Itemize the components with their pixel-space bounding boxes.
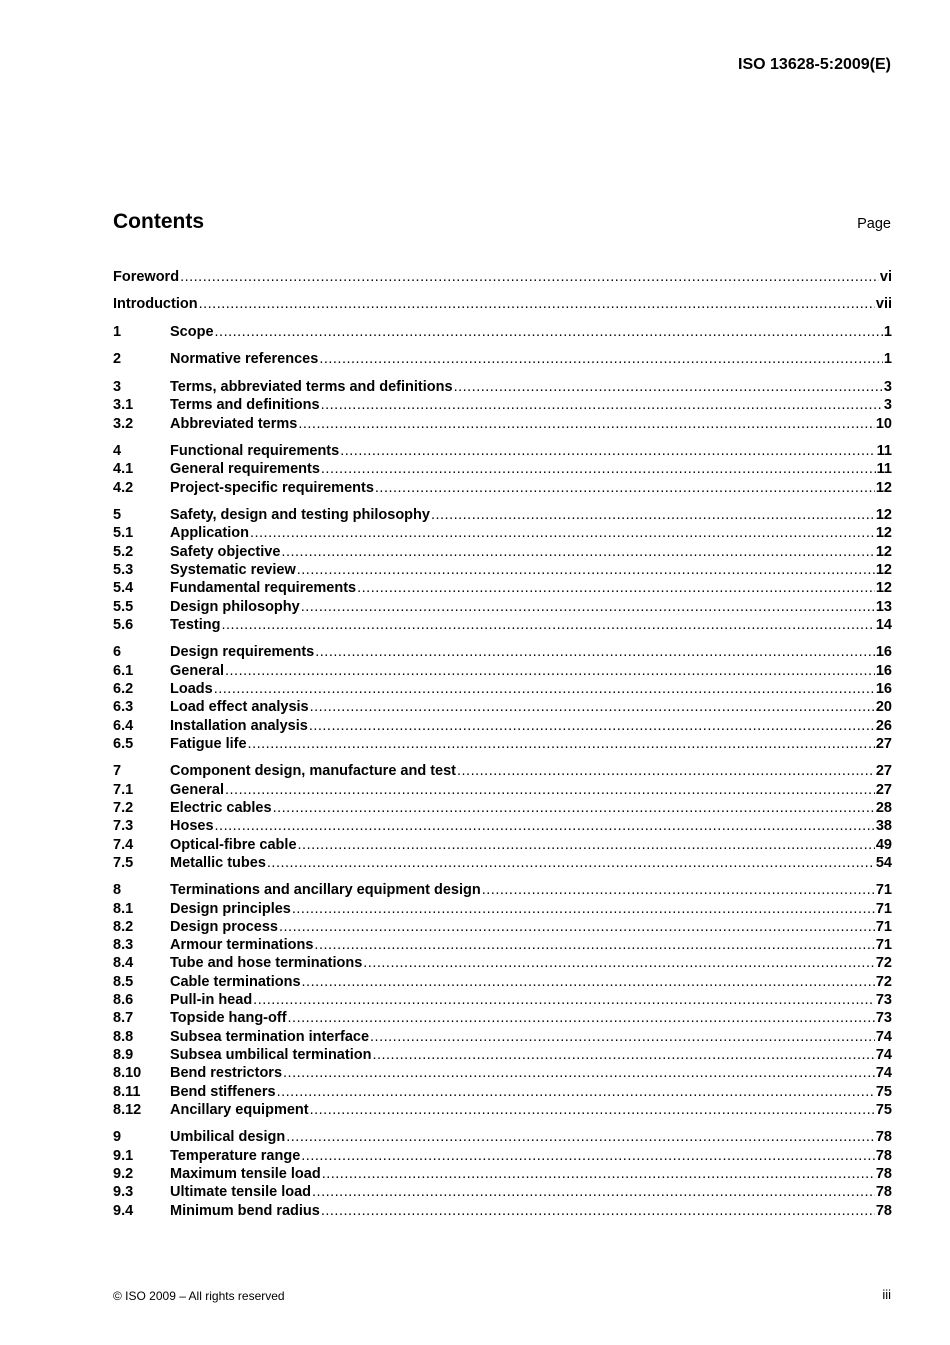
toc-entry[interactable] [113, 817, 892, 835]
toc-entry-page: 72 [875, 973, 892, 990]
toc-entry-title: Armour terminations [170, 937, 314, 954]
toc-entry-number: 5.6 [113, 616, 134, 633]
toc-entry-page: 74 [875, 1028, 892, 1045]
toc-group [113, 378, 892, 433]
toc-entry-number: 5.3 [113, 561, 134, 578]
toc-entry-title: Subsea termination interface [170, 1028, 370, 1045]
toc-entry[interactable] [113, 900, 892, 918]
toc-dot-leader [357, 579, 875, 597]
toc-entry-title: Project-specific requirements [170, 479, 374, 496]
toc-group [113, 323, 892, 341]
toc-dot-leader [286, 1128, 875, 1146]
toc-entry-page: 73 [875, 992, 892, 1009]
toc-entry-title: Installation analysis [170, 717, 308, 734]
toc-entry[interactable] [113, 936, 892, 954]
toc-dot-leader [375, 479, 875, 497]
toc-dot-leader [279, 918, 875, 936]
toc-entry-title: General [170, 781, 224, 798]
toc-entry-number: 2 [113, 351, 122, 368]
toc-entry-title: Metallic tubes [170, 854, 266, 871]
toc-entry-title: Terminations and ancillary equipment design [170, 882, 481, 899]
toc-entry[interactable] [113, 1202, 892, 1220]
toc-entry[interactable] [113, 561, 892, 579]
toc-entry-number: 3.2 [113, 415, 134, 432]
toc-dot-leader [321, 1202, 875, 1220]
toc-entry-number: 8.10 [113, 1065, 142, 1082]
toc-entry-number: 3 [113, 378, 122, 395]
toc-entry-page: 54 [875, 854, 892, 871]
page-column-label: Page [857, 216, 891, 232]
toc-dot-leader [215, 323, 883, 341]
toc-dot-leader [314, 936, 874, 954]
toc-entry-title: Hoses [170, 818, 214, 835]
toc-entry[interactable] [113, 717, 892, 735]
toc-entry-page: 16 [875, 644, 892, 661]
toc-entry[interactable] [113, 735, 892, 753]
toc-entry-number: 6.1 [113, 662, 134, 679]
toc-entry-page: 14 [875, 616, 892, 633]
toc-entry-number: 4.2 [113, 479, 134, 496]
toc-entry-number: 9 [113, 1129, 122, 1146]
toc-entry-title: Fatigue life [170, 735, 247, 752]
toc-entry-page: 71 [875, 882, 892, 899]
toc-entry[interactable] [113, 543, 892, 561]
toc-entry[interactable] [113, 1046, 892, 1064]
toc-entry-page: 26 [875, 717, 892, 734]
toc-entry[interactable] [113, 616, 892, 634]
toc-entry[interactable] [113, 598, 892, 616]
toc-entry-number: 6.5 [113, 735, 134, 752]
toc-dot-leader [267, 854, 875, 872]
toc-entry-title: Optical-fibre cable [170, 836, 297, 853]
toc-entry-page: 12 [875, 543, 892, 560]
toc-entry-page: 27 [875, 735, 892, 752]
toc-entry-number: 9.3 [113, 1184, 134, 1201]
toc-entry-title: Tube and hose terminations [170, 955, 363, 972]
toc-dot-leader [454, 378, 883, 396]
document-id: ISO 13628-5:2009(E) [738, 56, 891, 73]
toc-entry-page: 13 [875, 598, 892, 615]
toc-entry[interactable] [113, 295, 892, 313]
toc-entry-page: 75 [875, 1101, 892, 1118]
toc-entry[interactable] [113, 268, 892, 286]
toc-entry-number: 6 [113, 644, 122, 661]
toc-entry-page: 71 [875, 900, 892, 917]
toc-entry-number: 8.1 [113, 900, 134, 917]
toc-dot-leader [250, 524, 875, 542]
toc-entry-page: 71 [875, 918, 892, 935]
toc-entry[interactable] [113, 1128, 892, 1146]
toc-entry-title: Terms and definitions [170, 397, 320, 414]
toc-entry-page: 16 [875, 680, 892, 697]
toc-entry-page: 71 [875, 937, 892, 954]
toc-entry-number: 7 [113, 763, 122, 780]
toc-entry[interactable] [113, 1183, 892, 1201]
toc-entry[interactable] [113, 954, 892, 972]
footer-copyright: © ISO 2009 – All rights reserved [113, 1289, 285, 1303]
toc-dot-leader [363, 954, 875, 972]
toc-entry-number: 9.4 [113, 1202, 134, 1219]
toc-entry[interactable] [113, 1165, 892, 1183]
toc-entry-title: Abbreviated terms [170, 415, 298, 432]
toc-entry-page: 78 [875, 1202, 892, 1219]
toc-entry-title: Minimum bend radius [170, 1202, 320, 1219]
toc-entry-title: Loads [170, 680, 213, 697]
toc-entry-number: 8.6 [113, 992, 134, 1009]
toc-dot-leader [292, 900, 875, 918]
toc-entry-number: 1 [113, 323, 122, 340]
toc-entry-title: Maximum tensile load [170, 1165, 321, 1182]
toc-entry-page: 28 [875, 799, 892, 816]
toc-dot-leader [273, 799, 875, 817]
toc-entry-page: 12 [875, 561, 892, 578]
toc-entry-number: 5 [113, 507, 122, 524]
toc-entry-number: 8.11 [113, 1083, 141, 1100]
toc-entry[interactable] [113, 1083, 892, 1101]
toc-entry-page: 38 [875, 818, 892, 835]
toc-entry-page: 11 [876, 461, 892, 478]
toc-dot-leader [215, 817, 875, 835]
toc-entry-number: 7.4 [113, 836, 134, 853]
toc-dot-leader [319, 350, 883, 368]
toc-dot-leader [457, 762, 875, 780]
toc-dot-leader [301, 1147, 875, 1165]
toc-entry-title: Scope [170, 323, 214, 340]
toc-entry-page: 1 [883, 351, 892, 368]
toc-entry-number: 8.9 [113, 1046, 134, 1063]
toc-entry-page: 75 [875, 1083, 892, 1100]
toc-entry-number: 7.5 [113, 854, 134, 871]
toc-entry[interactable] [113, 396, 892, 414]
toc-dot-leader [431, 506, 875, 524]
toc-entry-page: 12 [875, 507, 892, 524]
toc-entry[interactable] [113, 991, 892, 1009]
toc-entry-number: 8.2 [113, 918, 134, 935]
toc-entry-title: Design philosophy [170, 598, 300, 615]
toc-dot-leader [321, 460, 876, 478]
toc-entry-title: Application [170, 525, 249, 542]
toc-entry-title: Umbilical design [170, 1129, 286, 1146]
footer-page-number: iii [882, 1287, 891, 1302]
toc-dot-leader [310, 698, 875, 716]
toc-group [113, 268, 892, 286]
toc-entry[interactable] [113, 973, 892, 991]
toc-entry[interactable] [113, 1028, 892, 1046]
toc-entry-number: 8.8 [113, 1028, 134, 1045]
toc-entry[interactable] [113, 918, 892, 936]
toc-entry-title: Pull-in head [170, 992, 253, 1009]
toc-entry-page: 78 [875, 1129, 892, 1146]
toc-entry-number: 8.12 [113, 1101, 142, 1118]
toc-entry-page: 12 [875, 525, 892, 542]
toc-entry-number: 8.3 [113, 937, 134, 954]
toc-entry[interactable] [113, 350, 892, 368]
toc-dot-leader [277, 1083, 875, 1101]
toc-entry-number: 9.2 [113, 1165, 134, 1182]
toc-dot-leader [221, 616, 874, 634]
toc-dot-leader [482, 881, 875, 899]
toc-entry-page: vi [879, 269, 892, 285]
toc-dot-leader [301, 598, 875, 616]
toc-entry-title: Ancillary equipment [170, 1101, 309, 1118]
toc-entry-title: Bend restrictors [170, 1065, 283, 1082]
toc-entry[interactable] [113, 662, 892, 680]
toc-entry[interactable] [113, 506, 892, 524]
toc-entry-title: Foreword [113, 269, 180, 285]
toc-entry[interactable] [113, 1009, 892, 1027]
toc-entry[interactable] [113, 479, 892, 497]
toc-entry-number: 6.4 [113, 717, 134, 734]
toc-entry-title: Safety objective [170, 543, 281, 560]
toc-dot-leader [298, 415, 875, 433]
toc-entry-number: 6.2 [113, 680, 134, 697]
toc-entry-page: 72 [875, 955, 892, 972]
toc-entry-page: 49 [875, 836, 892, 853]
toc-dot-leader [225, 781, 875, 799]
toc-dot-leader [315, 643, 875, 661]
toc-dot-leader [312, 1183, 875, 1201]
toc-entry[interactable] [113, 415, 892, 433]
toc-group [113, 295, 892, 313]
toc-entry-number: 9.1 [113, 1147, 134, 1164]
toc-entry-title: Testing [170, 616, 221, 633]
toc-entry-number: 8 [113, 882, 122, 899]
toc-dot-leader [310, 1101, 875, 1119]
toc-entry[interactable] [113, 579, 892, 597]
toc-entry-number: 5.5 [113, 598, 134, 615]
toc-entry[interactable] [113, 1147, 892, 1165]
toc-dot-leader [309, 717, 875, 735]
toc-entry-number: 3.1 [113, 397, 134, 414]
toc-group [113, 442, 892, 497]
toc-dot-leader [321, 396, 883, 414]
toc-entry-number: 5.1 [113, 525, 134, 542]
toc-entry-page: 27 [875, 763, 892, 780]
toc-dot-leader [372, 1046, 874, 1064]
toc-entry-page: 73 [875, 1010, 892, 1027]
toc-entry-title: Temperature range [170, 1147, 301, 1164]
toc-entry-title: Electric cables [170, 799, 272, 816]
toc-entry-number: 8.4 [113, 955, 134, 972]
toc-entry-number: 4 [113, 443, 122, 460]
toc-entry-title: Design requirements [170, 644, 315, 661]
toc-dot-leader [253, 991, 875, 1009]
toc-dot-leader [248, 735, 875, 753]
toc-entry-page: 3 [883, 397, 892, 414]
toc-entry[interactable] [113, 781, 892, 799]
toc-entry[interactable] [113, 698, 892, 716]
toc-dot-leader [297, 561, 875, 579]
toc-group [113, 1128, 892, 1219]
toc-entry-title: Topside hang-off [170, 1010, 287, 1027]
toc-dot-leader [283, 1064, 875, 1082]
contents-heading: Contents [113, 210, 204, 233]
toc-entry-number: 4.1 [113, 461, 134, 478]
toc-entry-title: Functional requirements [170, 443, 340, 460]
toc-entry-page: vii [875, 296, 892, 313]
toc-entry[interactable] [113, 762, 892, 780]
toc-entry-number: 6.3 [113, 699, 134, 716]
toc-entry-title: Cable terminations [170, 973, 301, 990]
toc-entry-number: 8.7 [113, 1010, 134, 1027]
toc-dot-leader [214, 680, 875, 698]
toc-entry[interactable] [113, 881, 892, 899]
toc-entry-page: 74 [875, 1065, 892, 1082]
toc-entry-title: Load effect analysis [170, 699, 309, 716]
toc-dot-leader [180, 268, 879, 286]
toc-dot-leader [281, 543, 874, 561]
toc-dot-leader [322, 1165, 875, 1183]
toc-entry-title: Introduction [113, 296, 198, 313]
toc-entry-page: 12 [875, 580, 892, 597]
toc-group [113, 762, 892, 872]
toc-entry-page: 1 [883, 323, 892, 340]
toc-entry-number: 7.2 [113, 799, 134, 816]
toc-entry-page: 78 [875, 1147, 892, 1164]
toc-entry[interactable] [113, 1064, 892, 1082]
toc-entry-number: 5.4 [113, 580, 134, 597]
toc-entry-page: 78 [875, 1184, 892, 1201]
toc-entry-title: Design principles [170, 900, 291, 917]
toc-entry-page: 12 [875, 479, 892, 496]
toc-dot-leader [302, 973, 875, 991]
toc-entry[interactable] [113, 643, 892, 661]
toc-entry-title: Systematic review [170, 561, 296, 578]
toc-entry-number: 7.3 [113, 818, 134, 835]
toc-dot-leader [225, 662, 875, 680]
toc-entry-page: 3 [883, 378, 892, 395]
toc-group [113, 506, 892, 634]
toc-entry[interactable] [113, 524, 892, 542]
toc-entry-number: 7.1 [113, 781, 134, 798]
toc-entry-title: General requirements [170, 461, 320, 478]
toc-entry-page: 11 [876, 443, 892, 460]
toc-group [113, 643, 892, 753]
toc-entry-page: 16 [875, 662, 892, 679]
toc-entry-title: Ultimate tensile load [170, 1184, 312, 1201]
toc-dot-leader [340, 442, 875, 460]
toc-entry-title: Component design, manufacture and test [170, 763, 456, 780]
toc-entry[interactable] [113, 323, 892, 341]
toc-dot-leader [199, 295, 875, 313]
toc-entry-number: 5.2 [113, 543, 134, 560]
toc-entry-title: Terms, abbreviated terms and definitions [170, 378, 453, 395]
toc-entry-title: Bend stiffeners [170, 1083, 276, 1100]
toc-entry-title: Fundamental requirements [170, 580, 357, 597]
toc-entry-title: Design process [170, 918, 278, 935]
toc-entry-page: 27 [875, 781, 892, 798]
toc-dot-leader [298, 836, 875, 854]
toc-entry-number: 8.5 [113, 973, 134, 990]
table-of-contents [113, 268, 892, 1229]
toc-entry-page: 78 [875, 1165, 892, 1182]
toc-entry-title: Subsea umbilical termination [170, 1046, 372, 1063]
toc-entry-page: 20 [875, 699, 892, 716]
toc-entry-page: 74 [875, 1046, 892, 1063]
toc-entry[interactable] [113, 378, 892, 396]
toc-dot-leader [288, 1009, 875, 1027]
toc-entry[interactable] [113, 680, 892, 698]
toc-entry-title: General [170, 662, 224, 679]
toc-entry[interactable] [113, 460, 892, 478]
toc-group [113, 881, 892, 1119]
toc-group [113, 350, 892, 368]
toc-entry-title: Safety, design and testing philosophy [170, 507, 430, 524]
toc-entry-page: 10 [875, 415, 892, 432]
toc-entry[interactable] [113, 854, 892, 872]
toc-entry[interactable] [113, 442, 892, 460]
toc-entry[interactable] [113, 836, 892, 854]
toc-entry[interactable] [113, 799, 892, 817]
toc-entry-title: Normative references [170, 351, 319, 368]
toc-dot-leader [370, 1028, 875, 1046]
toc-entry[interactable] [113, 1101, 892, 1119]
